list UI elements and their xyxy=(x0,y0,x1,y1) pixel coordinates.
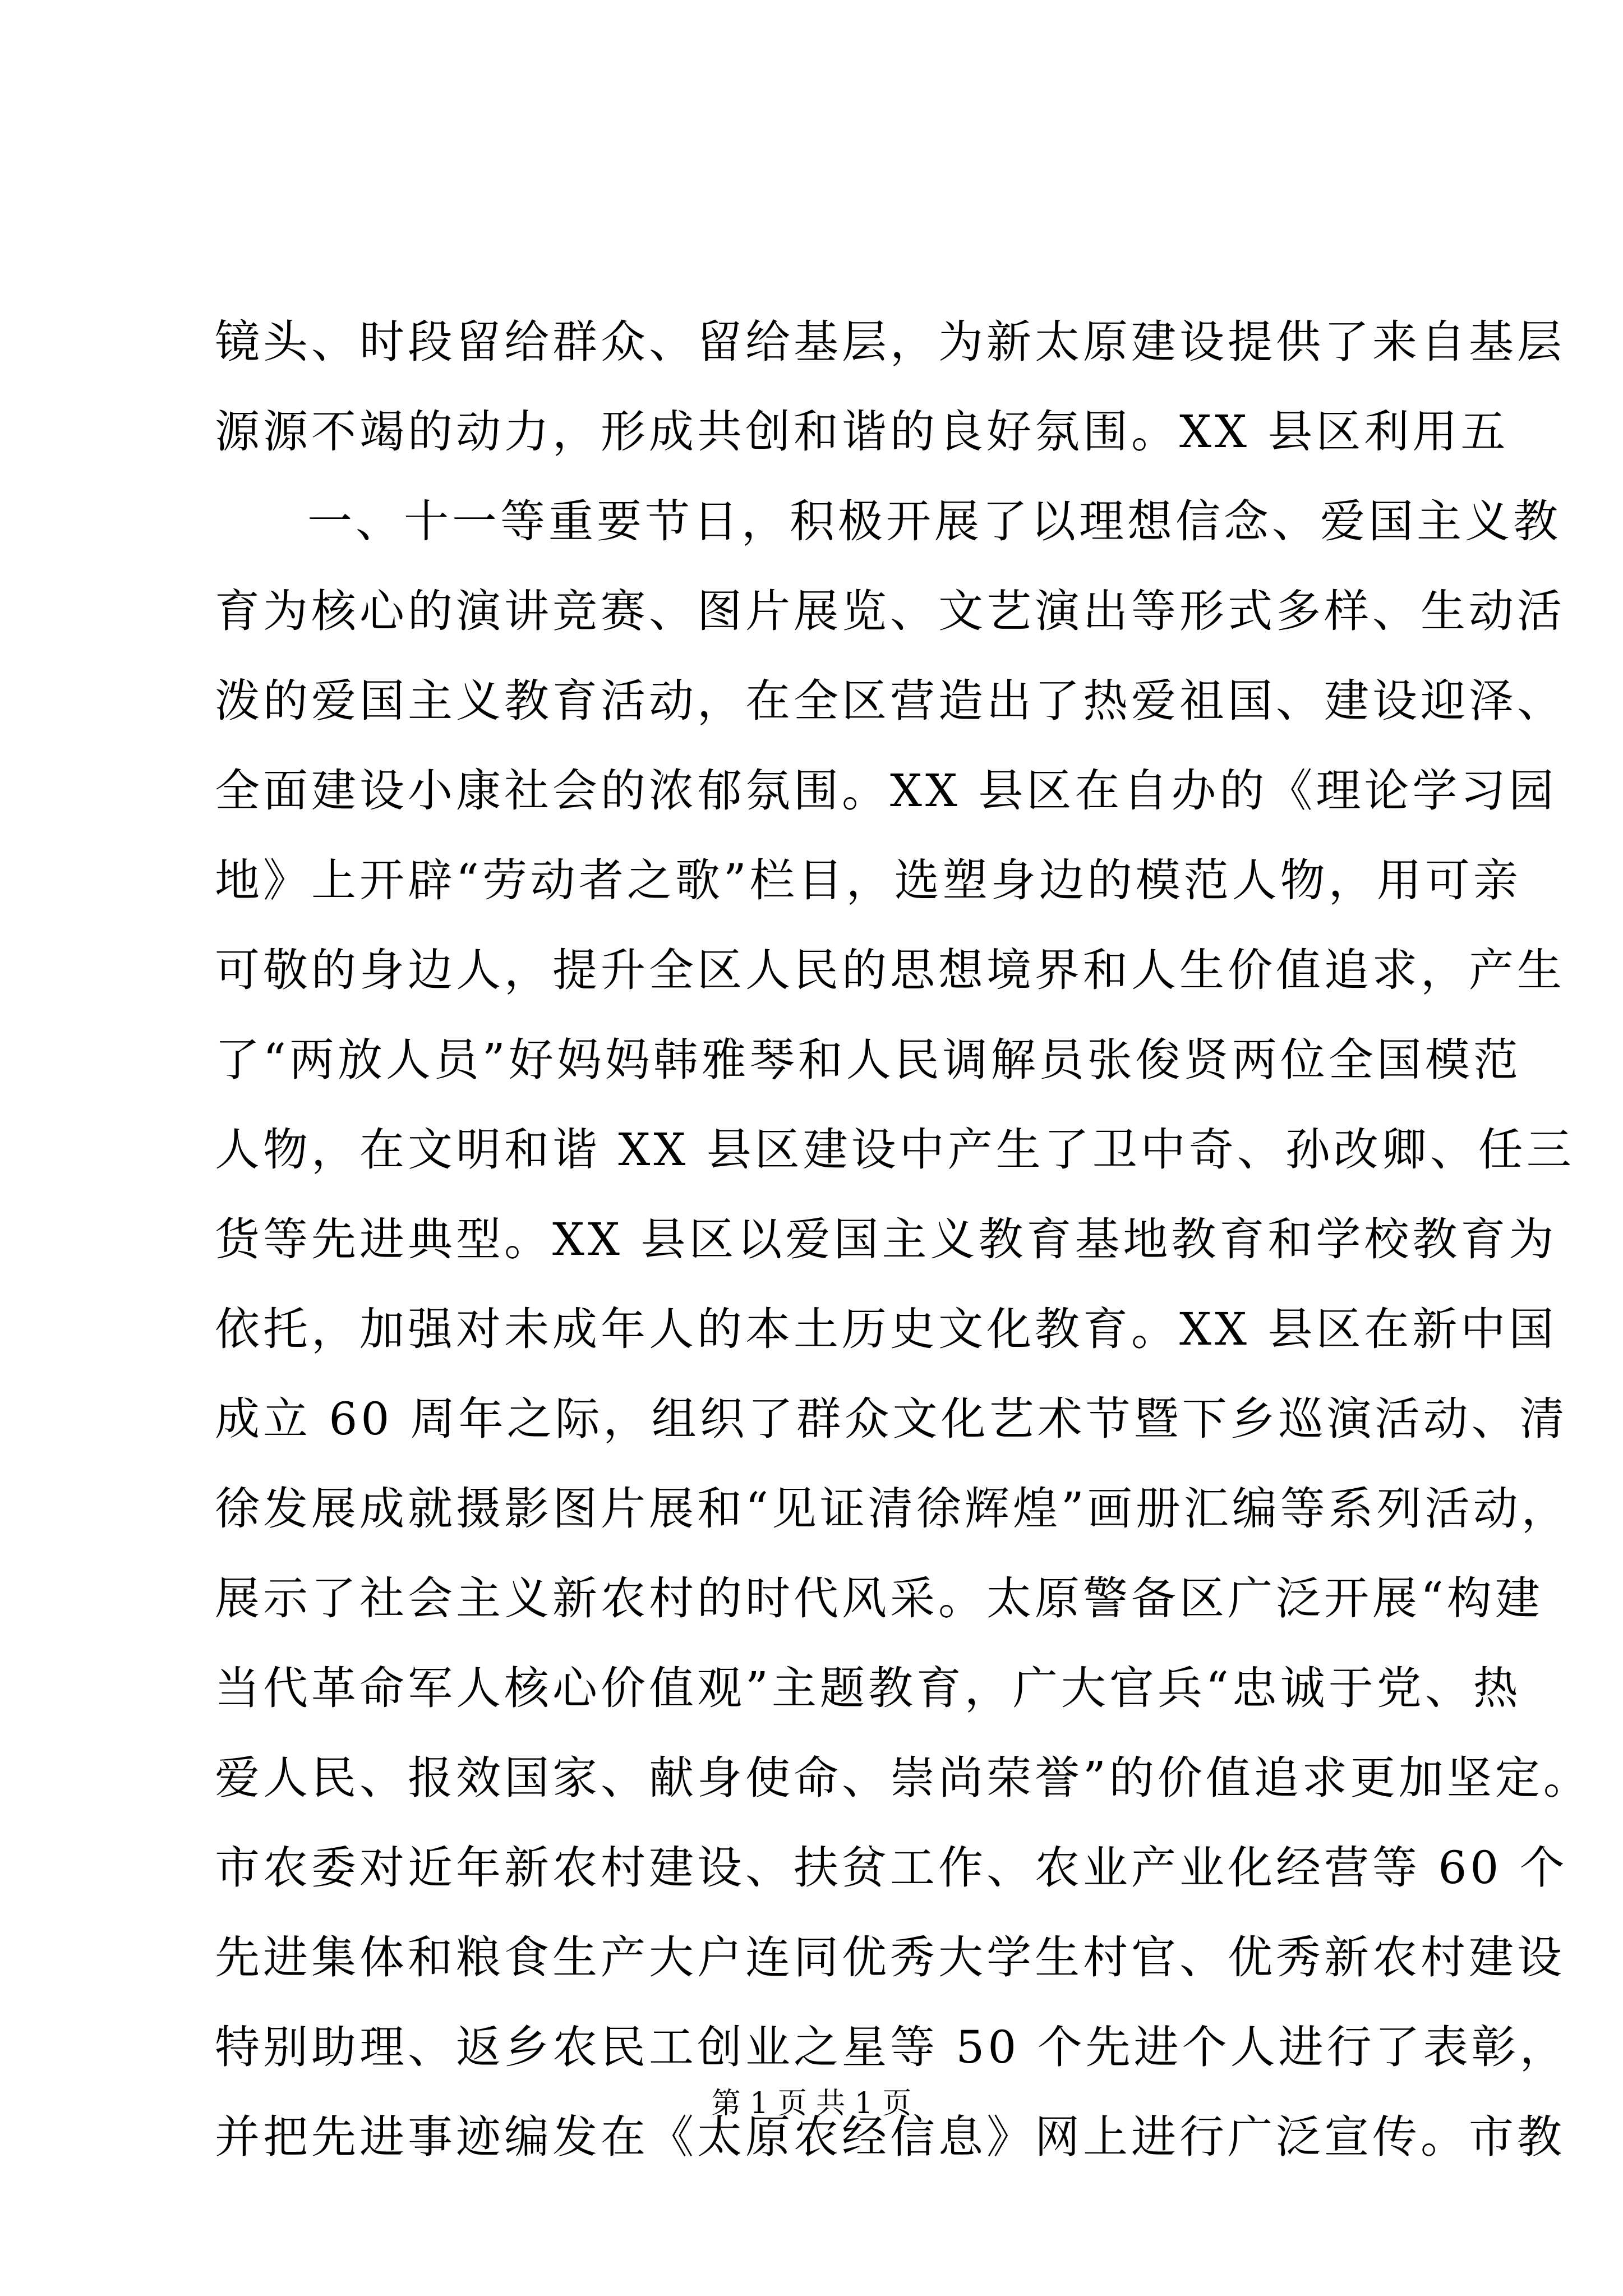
text-line: 泼的爱国主义教育活动，在全区营造出了热爱祖国、建设迎泽、 xyxy=(215,675,1565,727)
text-line: 成立 60 周年之际，组织了群众文化艺术节暨下乡巡演活动、清 xyxy=(215,1393,1568,1445)
body-text xyxy=(215,297,1592,2182)
text-line: 依托，加强对未成年人的本土历史文化教育。XX 县区在新中国 xyxy=(215,1303,1557,1355)
paragraph-first-line: 一、十一等重要节日，积极开展了以理想信念、爱国主义教 xyxy=(307,495,1561,547)
text-line: 爱人民、报效国家、献身使命、崇尚荣誉”的价值追求更加坚定。 xyxy=(215,1752,1592,1804)
text-line: 货等先进典型。XX 县区以爱国主义教育基地教育和学校教育为 xyxy=(215,1213,1557,1266)
text-line: 徐发展成就摄影图片展和“见证清徐辉煌”画册汇编等系列活动， xyxy=(215,1483,1570,1535)
text-line: 育为核心的演讲竞赛、图片展览、文艺演出等形式多样、生动活 xyxy=(215,585,1565,637)
text-line: 特别助理、返乡农民工创业之星等 50 个先进个人进行了表彰， xyxy=(215,2021,1568,2073)
text-line: 人物，在文明和谐 XX 县区建设中产生了卫中奇、孙改卿、任三 xyxy=(215,1124,1575,1176)
text-line: 先进集体和粮食生产大户连同优秀大学生村官、优秀新农村建设 xyxy=(215,1931,1565,1984)
page-number-label: 第 1 页 共 1 页 xyxy=(711,2087,912,2120)
text-line: 源源不竭的动力，形成共创和谐的良好氛围。XX 县区利用五 xyxy=(215,406,1509,458)
text-line: 并把先进事迹编发在《太原农经信息》网上进行广泛宣传。市教 xyxy=(215,2111,1565,2163)
text-line: 全面建设小康社会的浓郁氛围。XX 县区在自办的《理论学习园 xyxy=(215,765,1557,817)
page-footer xyxy=(0,2087,1623,2120)
text-line: 当代革命军人核心价值观”主题教育，广大官兵“忠诚于党、热 xyxy=(215,1662,1521,1714)
text-line: 了“两放人员”好妈妈韩雅琴和人民调解员张俊贤两位全国模范 xyxy=(215,1034,1521,1086)
text-line: 展示了社会主义新农村的时代风采。太原警备区广泛开展“构建 xyxy=(215,1572,1543,1625)
text-line: 可敬的身边人，提升全区人民的思想境界和人生价值追求，产生 xyxy=(215,944,1565,996)
text-line: 地》上开辟“劳动者之歌”栏目，选塑身边的模范人物，用可亲 xyxy=(215,854,1521,907)
text-line: 市农委对近年新农村建设、扶贫工作、农业产业化经营等 60 个 xyxy=(215,1842,1568,1894)
text-line: 镜头、时段留给群众、留给基层，为新太原建设提供了来自基层 xyxy=(215,316,1565,368)
